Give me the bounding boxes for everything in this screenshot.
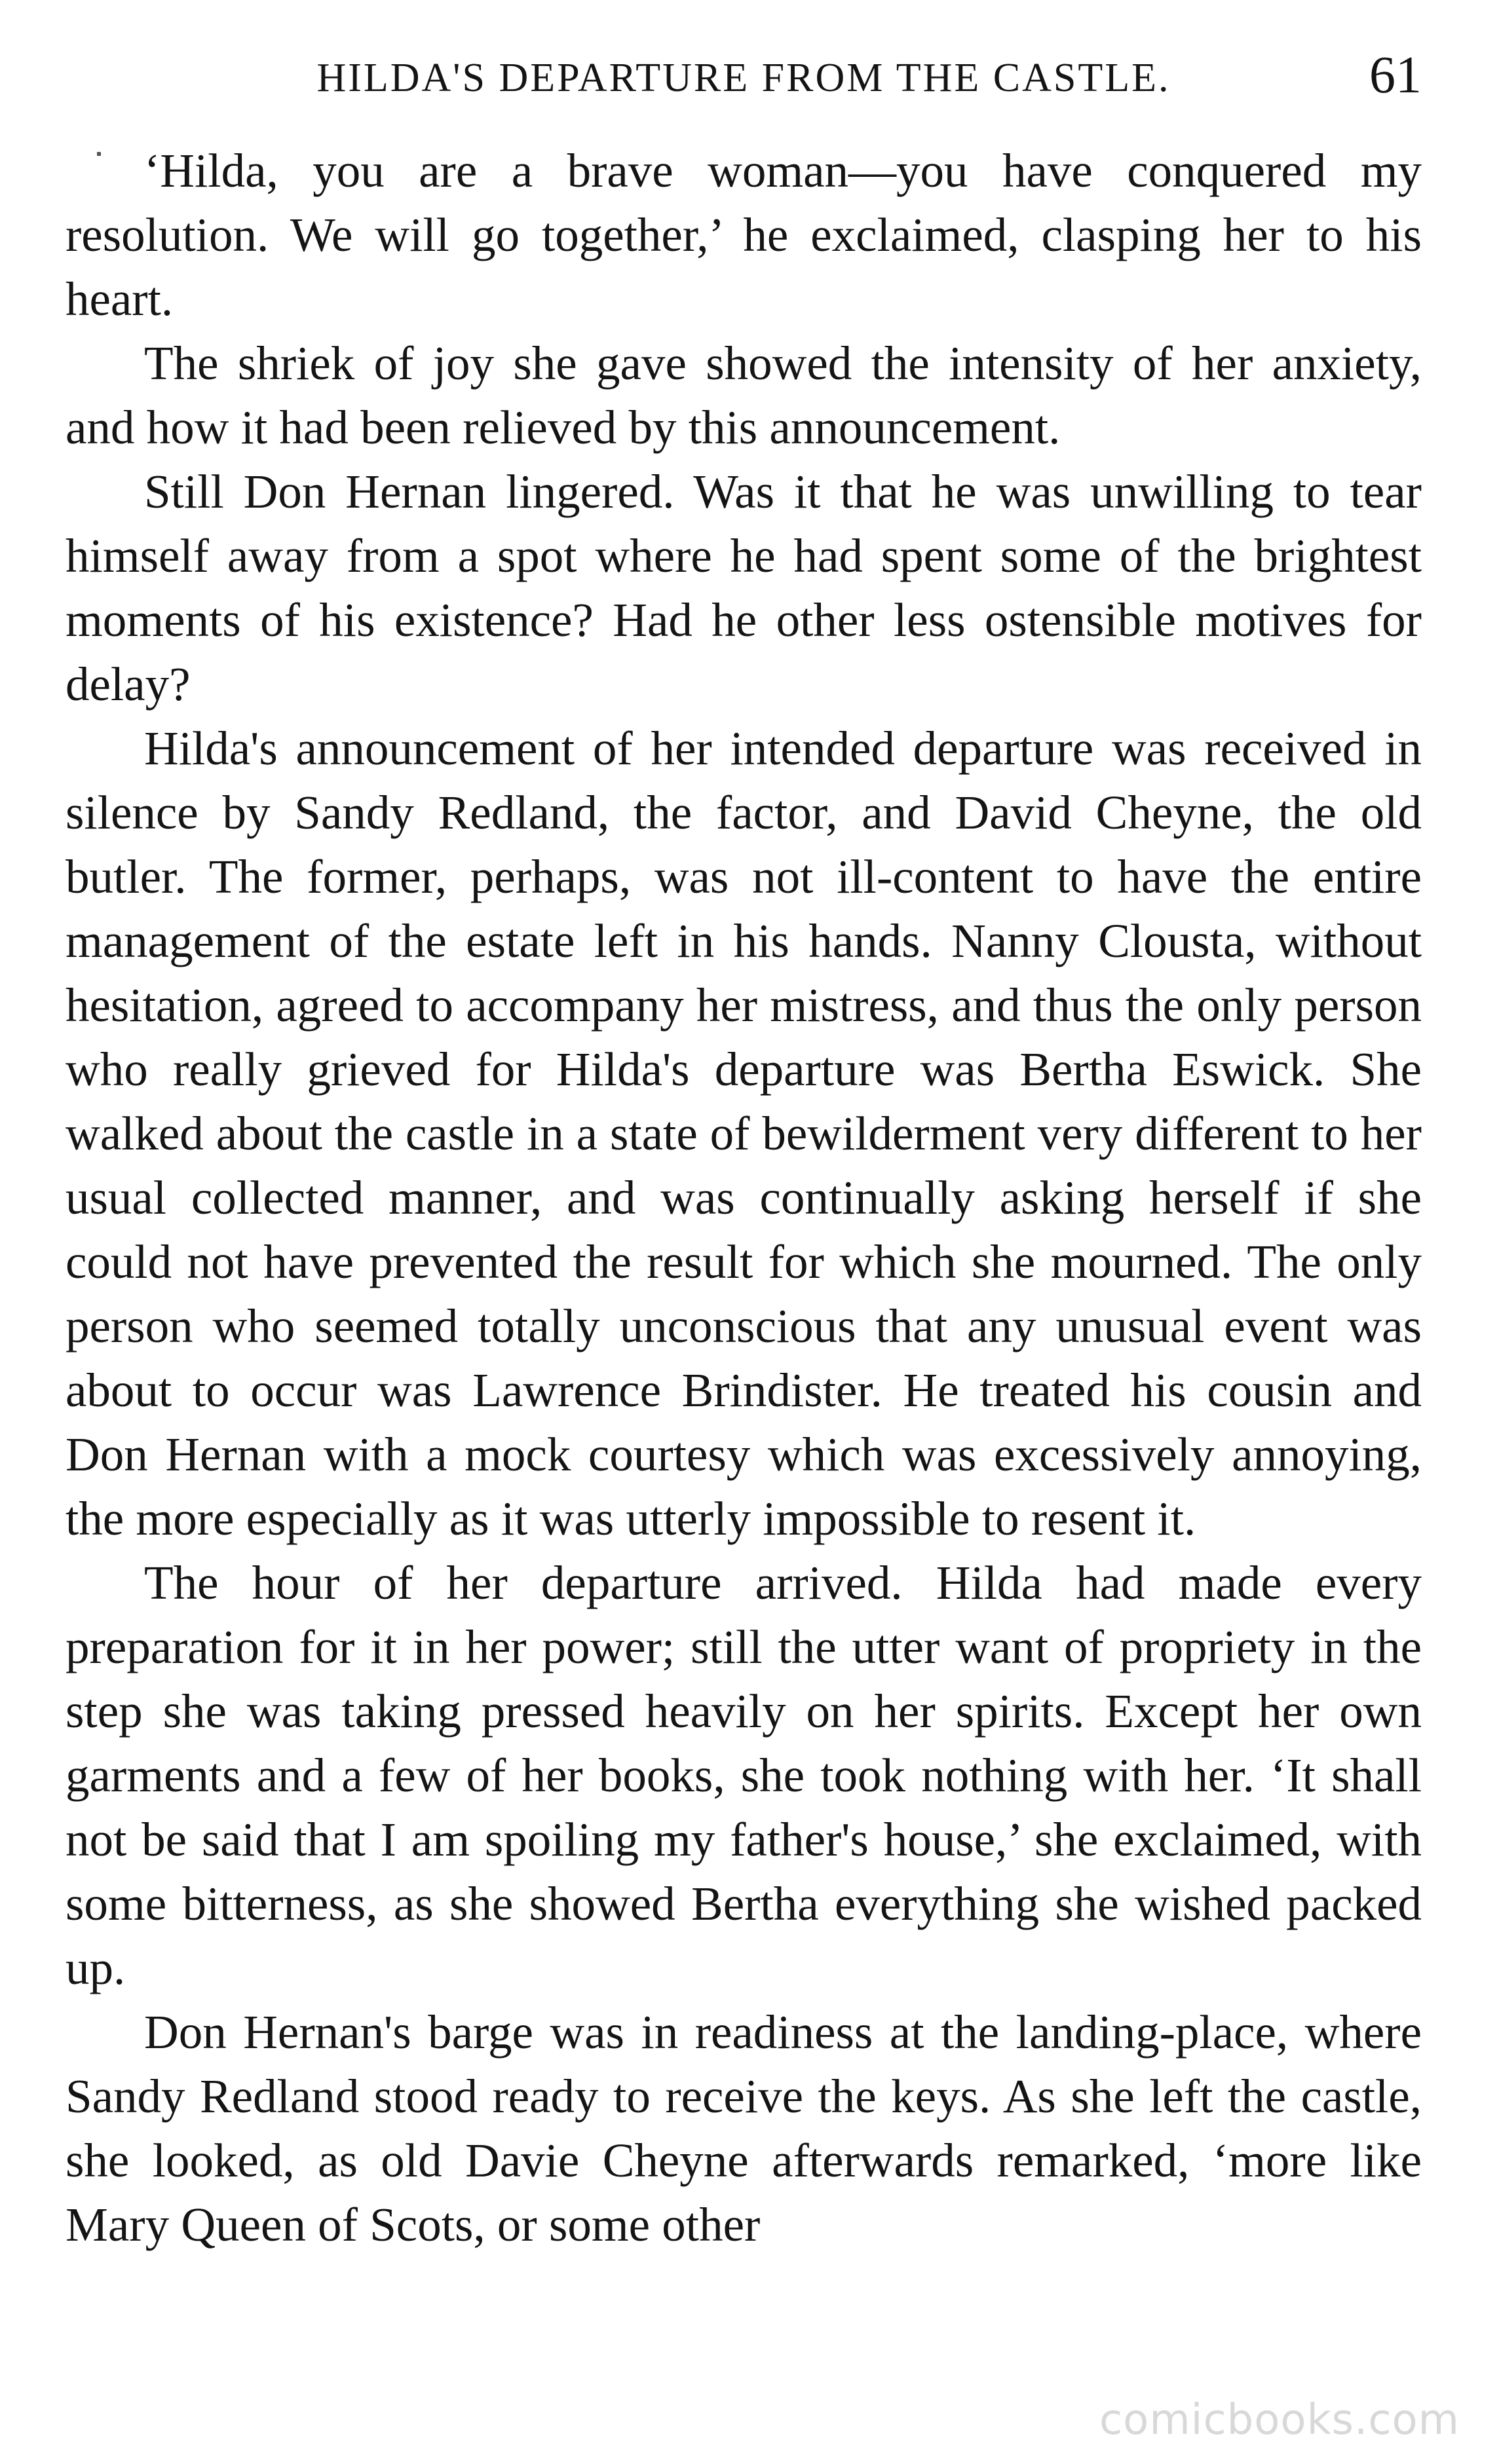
paragraph: ‘Hilda, you are a brave woman—you have conquered my resolution. We will go together,’ he exclaimed, clasping her to his heart. <box>66 144 1422 326</box>
page-number: 61 <box>1369 47 1422 104</box>
paragraph: Hilda's announcement of her intended departure was received in silence by Sandy Redland, the factor, and David Cheyne, the old butler. The former, perhaps, was not ill-content to have the entire management of the estate left in his hands. Nanny Clousta, without hesitation, agreed to accompany her mistress, and thus the only person who really grieved for Hilda's departure was Bertha Eswick. She walked about the castle in a state of bewilderment very different to her usual collected manner, and was continually asking herself if she could not have prevented the result for which she mourned. The only person who seemed totally unconscious that any unusual event was about to occur was Lawrence Brindister. He treated his cousin and Don Hernan with a mock courtesy which was excessively annoying, the more especially as it was utterly impossible to resent it. <box>66 722 1422 1545</box>
paragraph: Still Don Hernan lingered. Was it that he was unwilling to tear himself away from a spot where he had spent some of the brightest moments of his existence? Had he other less ostensible motives for delay? <box>66 465 1422 711</box>
running-title: HILDA'S DEPARTURE FROM THE CASTLE. <box>316 56 1171 100</box>
paragraph: The shriek of joy she gave showed the intensity of her anxiety, and how it had been relieved by this announcement. <box>66 337 1422 454</box>
running-head <box>66 46 1422 124</box>
paragraph: The hour of her departure arrived. Hilda had made every preparation for it in her power; still the utter want of propriety in the step she was taking pressed heavily on her spirits. Except her own garments and a few of her books, she took nothing with her. ‘It shall not be said that I am spoiling my father's house,’ she exclaimed, with some bitterness, as she showed Bertha everything she wished packed up. <box>66 1556 1422 1994</box>
watermark: comicbooks.com <box>1099 2396 1460 2444</box>
body-text <box>66 139 1422 2257</box>
paragraph: Don Hernan's barge was in readiness at the landing-place, where Sandy Redland stood ready to receive the keys. As she left the castle, she looked, as old Davie Cheyne afterwards remarked, ‘more like Mary Queen of Scots, or some other <box>66 2006 1422 2251</box>
